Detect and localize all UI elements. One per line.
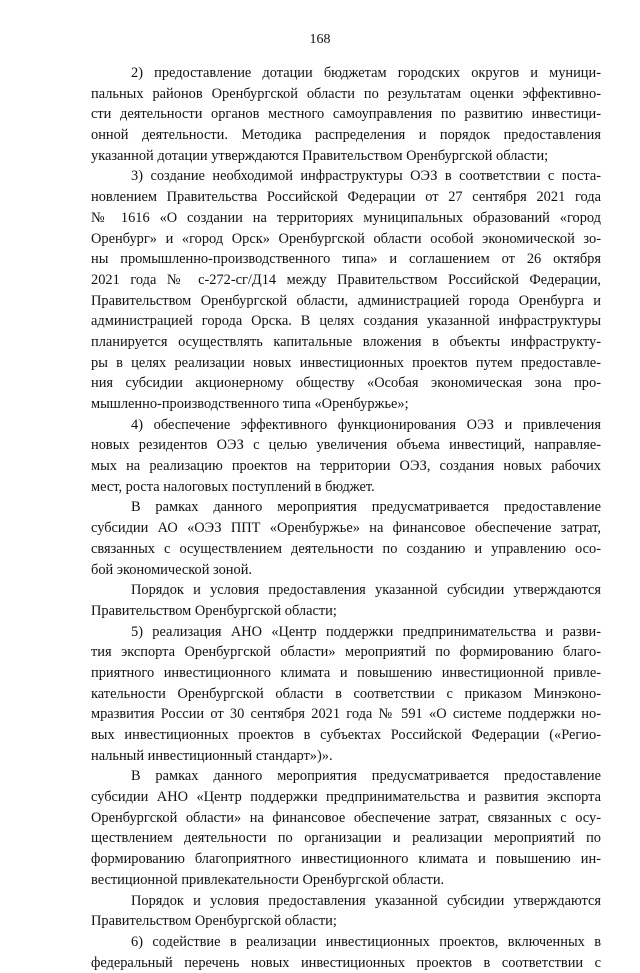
text-line: нальный инвестиционный стандарт»)». <box>91 747 333 764</box>
paragraph-first-line: 3) создание необходимой инфраструктуры ОЭЗ в соответствии с поста- <box>131 168 601 185</box>
text-line: указанной дотации утверждаются Правительством Оренбургской области; <box>91 147 549 164</box>
text-line: мышленно-производственного типа «Оренбуржье»; <box>91 396 409 412</box>
text-line: мразвития России от 30 сентября 2021 года № 591 «О системе поддержки но- <box>91 706 601 723</box>
paragraph-first-line: 6) содействие в реализации инвестиционных проектов, включенных в <box>131 933 601 950</box>
text-line: вых инвестиционных проектов в субъектах Российской Федерации («Регио- <box>91 727 601 743</box>
text-line: 2021 года № с-272-сг/Д14 между Правительством Российской Федерации, <box>91 271 601 288</box>
text-line: приятного инвестиционного климата и повышению инвестиционной привле- <box>91 664 601 681</box>
text-line: субсидии АНО «Центр поддержки предпринимательства и развития экспорта <box>91 789 601 806</box>
text-line: формированию благоприятного инвестиционного климата и повышению ин- <box>91 851 601 868</box>
text-line: Правительством Оренбургской области; <box>91 913 337 930</box>
paragraph-first-line: 4) обеспечение эффективного функционирования ОЭЗ и привлечения <box>131 416 601 433</box>
text-line: планируется осуществлять капитальные вложения в объекты инфраструкту- <box>91 333 601 350</box>
text-line: субсидии АО «ОЭЗ ППТ «Оренбуржье» на финансовое обеспечение затрат, <box>91 520 601 537</box>
paragraph-first-line: 2) предоставление дотации бюджетам городских округов и муници- <box>131 65 601 81</box>
text-line: тия экспорта Оренбургской области» мероприятий по формированию благо- <box>91 644 601 661</box>
text-line: Оренбург» и «город Орск» Оренбургской области особой экономической зо- <box>91 230 601 247</box>
text-line: ния субсидии акционерному обществу «Особая экономическая зона про- <box>91 375 601 392</box>
text-line: бой экономической зоной. <box>91 561 252 578</box>
text-line: вестиционной привлекательности Оренбургской области. <box>91 871 445 888</box>
text-line: онной деятельности. Методика распределения и порядок предоставления <box>91 127 601 144</box>
text-line: администрацией города Орска. В целях создания указанной инфраструктуры <box>91 313 601 330</box>
text-line: № 1616 «О создании на территориях муниципальных образований «город <box>91 209 601 226</box>
text-line: кательности Оренбургской области в соответствии с приказом Минэконо- <box>91 685 601 702</box>
text-line: мых на реализацию проектов на территории ОЭЗ, создания новых рабочих <box>91 458 601 475</box>
paragraph-first-line: 5) реализация АНО «Центр поддержки предпринимательства и разви- <box>131 623 601 640</box>
text-line: ны промышленно-производственного типа» и соглашением от 26 октября <box>91 251 601 268</box>
text-line: мест, роста налоговых поступлений в бюджет. <box>91 478 375 495</box>
text-line: Правительством Оренбургской области, администрацией города Оренбурга и <box>91 292 601 309</box>
paragraph-first-line: Порядок и условия предоставления указанной субсидии утверждаются <box>131 582 601 599</box>
text-line: ществлением деятельности по организации и реализации мероприятий по <box>91 830 601 847</box>
text-line: пальных районов Оренбургской области по результатам оценки эффективно- <box>91 85 601 102</box>
paragraph-first-line: Порядок и условия предоставления указанной субсидии утверждаются <box>131 892 601 909</box>
text-line: новых резидентов ОЭЗ с целью увеличения объема инвестиций, направляе- <box>91 437 601 454</box>
document-body <box>91 63 601 973</box>
page-number: 168 <box>309 32 331 47</box>
text-line: Правительством Оренбургской области; <box>91 602 337 619</box>
paragraph-first-line: В рамках данного мероприятия предусматривается предоставление <box>131 499 601 516</box>
paragraph-first-line: В рамках данного мероприятия предусматривается предоставление <box>131 768 601 785</box>
text-line: ры в целях реализации новых инвестиционных проектов путем предоставле- <box>91 354 601 371</box>
text-line: федеральный перечень новых инвестиционных проектов в соответствии с <box>91 954 601 971</box>
text-line: новлением Правительства Российской Федерации от 27 сентября 2021 года <box>91 189 601 206</box>
text-line: Оренбургской области» на финансовое обеспечение затрат, связанных с осу- <box>91 809 601 826</box>
text-line: связанных с осуществлением деятельности по созданию и управлению осо- <box>91 540 601 557</box>
text-line: сти деятельности органов местного самоуправления по развитию инвестици- <box>91 106 601 123</box>
